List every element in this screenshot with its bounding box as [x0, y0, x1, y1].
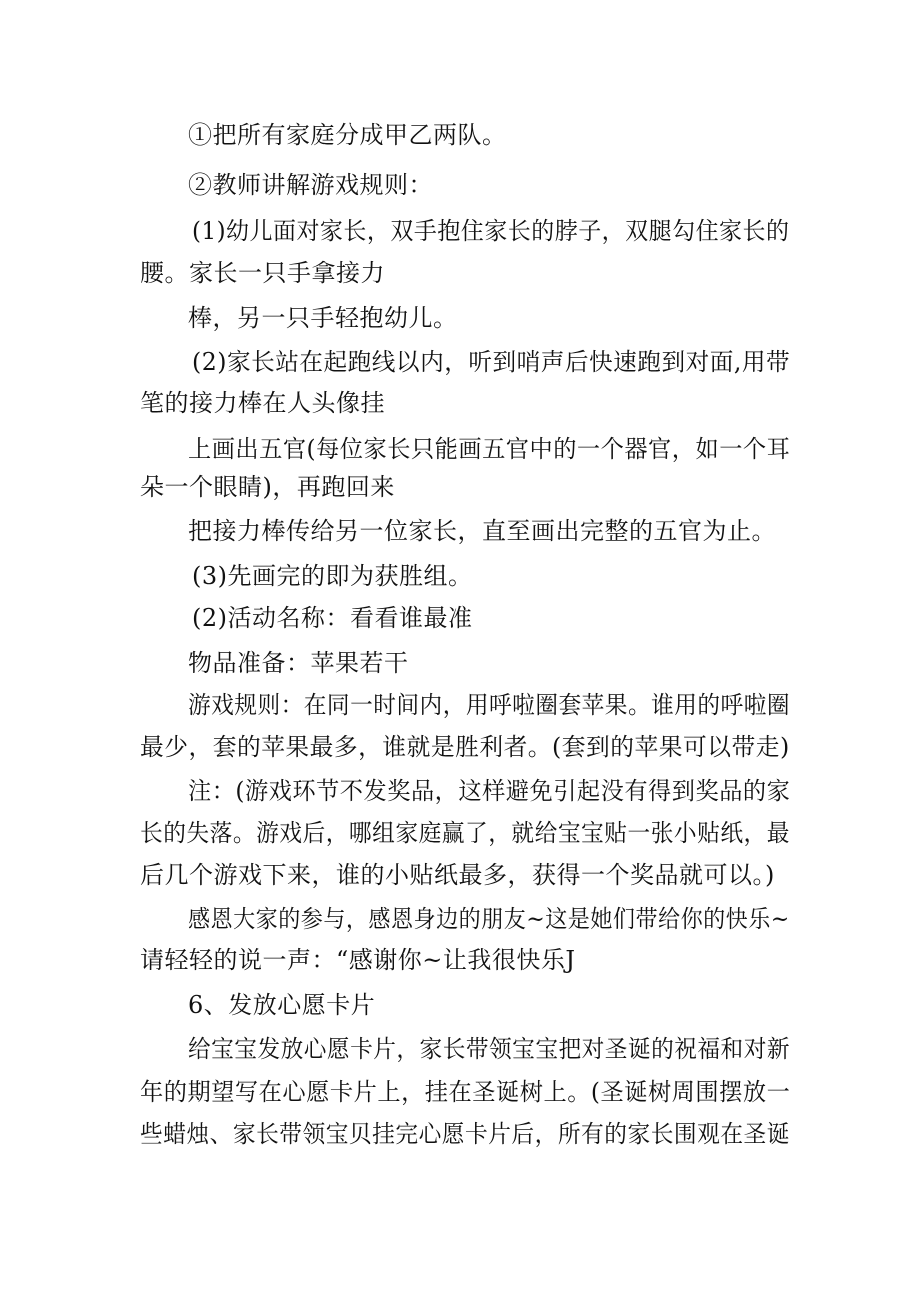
text-line-10: 把接力棒传给另一位家长，直至画出完整的五官为止。: [188, 517, 776, 545]
text-line-17: 长的失落。游戏后，哪组家庭赢了，就给宝宝贴一张小贴纸，最: [140, 819, 790, 847]
text-line-23: 年的期望写在心愿卡片上，挂在圣诞树上。(圣诞树周围摆放一: [140, 1078, 791, 1106]
text-line-7: 笔的接力棒在人头像挂: [140, 389, 385, 417]
text-line-11: (3)先画完的即为获胜组。: [192, 562, 473, 590]
text-line-22: 给宝宝发放心愿卡片，家长带领宝宝把对圣诞的祝福和对新: [188, 1035, 791, 1063]
text-line-6: (2)家长站在起跑线以内，听到哨声后快速跑到对面,用带: [192, 348, 791, 376]
text-line-2: ②教师讲解游戏规则：: [188, 171, 433, 199]
text-line-1: ①把所有家庭分成甲乙两队。: [188, 121, 507, 149]
text-line-15: 最少，套的苹果最多，谁就是胜利者。(套到的苹果可以带走): [140, 733, 790, 761]
text-line-16: 注：(游戏环节不发奖品，这样避免引起没有得到奖品的家: [188, 777, 791, 805]
text-line-24: 些蜡烛、家长带领宝贝挂完心愿卡片后，所有的家长围观在圣诞: [140, 1120, 790, 1148]
text-line-18: 后几个游戏下来，谁的小贴纸最多，获得一个奖品就可以。): [140, 861, 775, 889]
text-line-21: 6、发放心愿卡片: [188, 991, 376, 1019]
text-line-12: (2)活动名称：看看谁最准: [192, 604, 473, 632]
text-line-5: 棒，另一只手轻抱幼儿。: [188, 304, 458, 332]
text-line-9: 朵一个眼睛)，再跑回来: [140, 473, 395, 501]
text-line-4: 腰。家长一只手拿接力: [140, 259, 385, 287]
text-line-13: 物品准备：苹果若干: [188, 649, 409, 677]
text-line-3: (1)幼儿面对家长，双手抱住家长的脖子，双腿勾住家长的: [192, 217, 790, 245]
text-line-14: 游戏规则：在同一时间内，用呼啦圈套苹果。谁用的呼啦圈: [188, 691, 791, 719]
text-line-20: 请轻轻的说一声：“感谢你~让我很快乐J: [140, 946, 576, 974]
text-line-8: 上画出五官(每位家长只能画五官中的一个器官，如一个耳: [188, 435, 791, 463]
text-line-19: 感恩大家的参与，感恩身边的朋友~这是她们带给你的快乐~: [188, 905, 790, 933]
